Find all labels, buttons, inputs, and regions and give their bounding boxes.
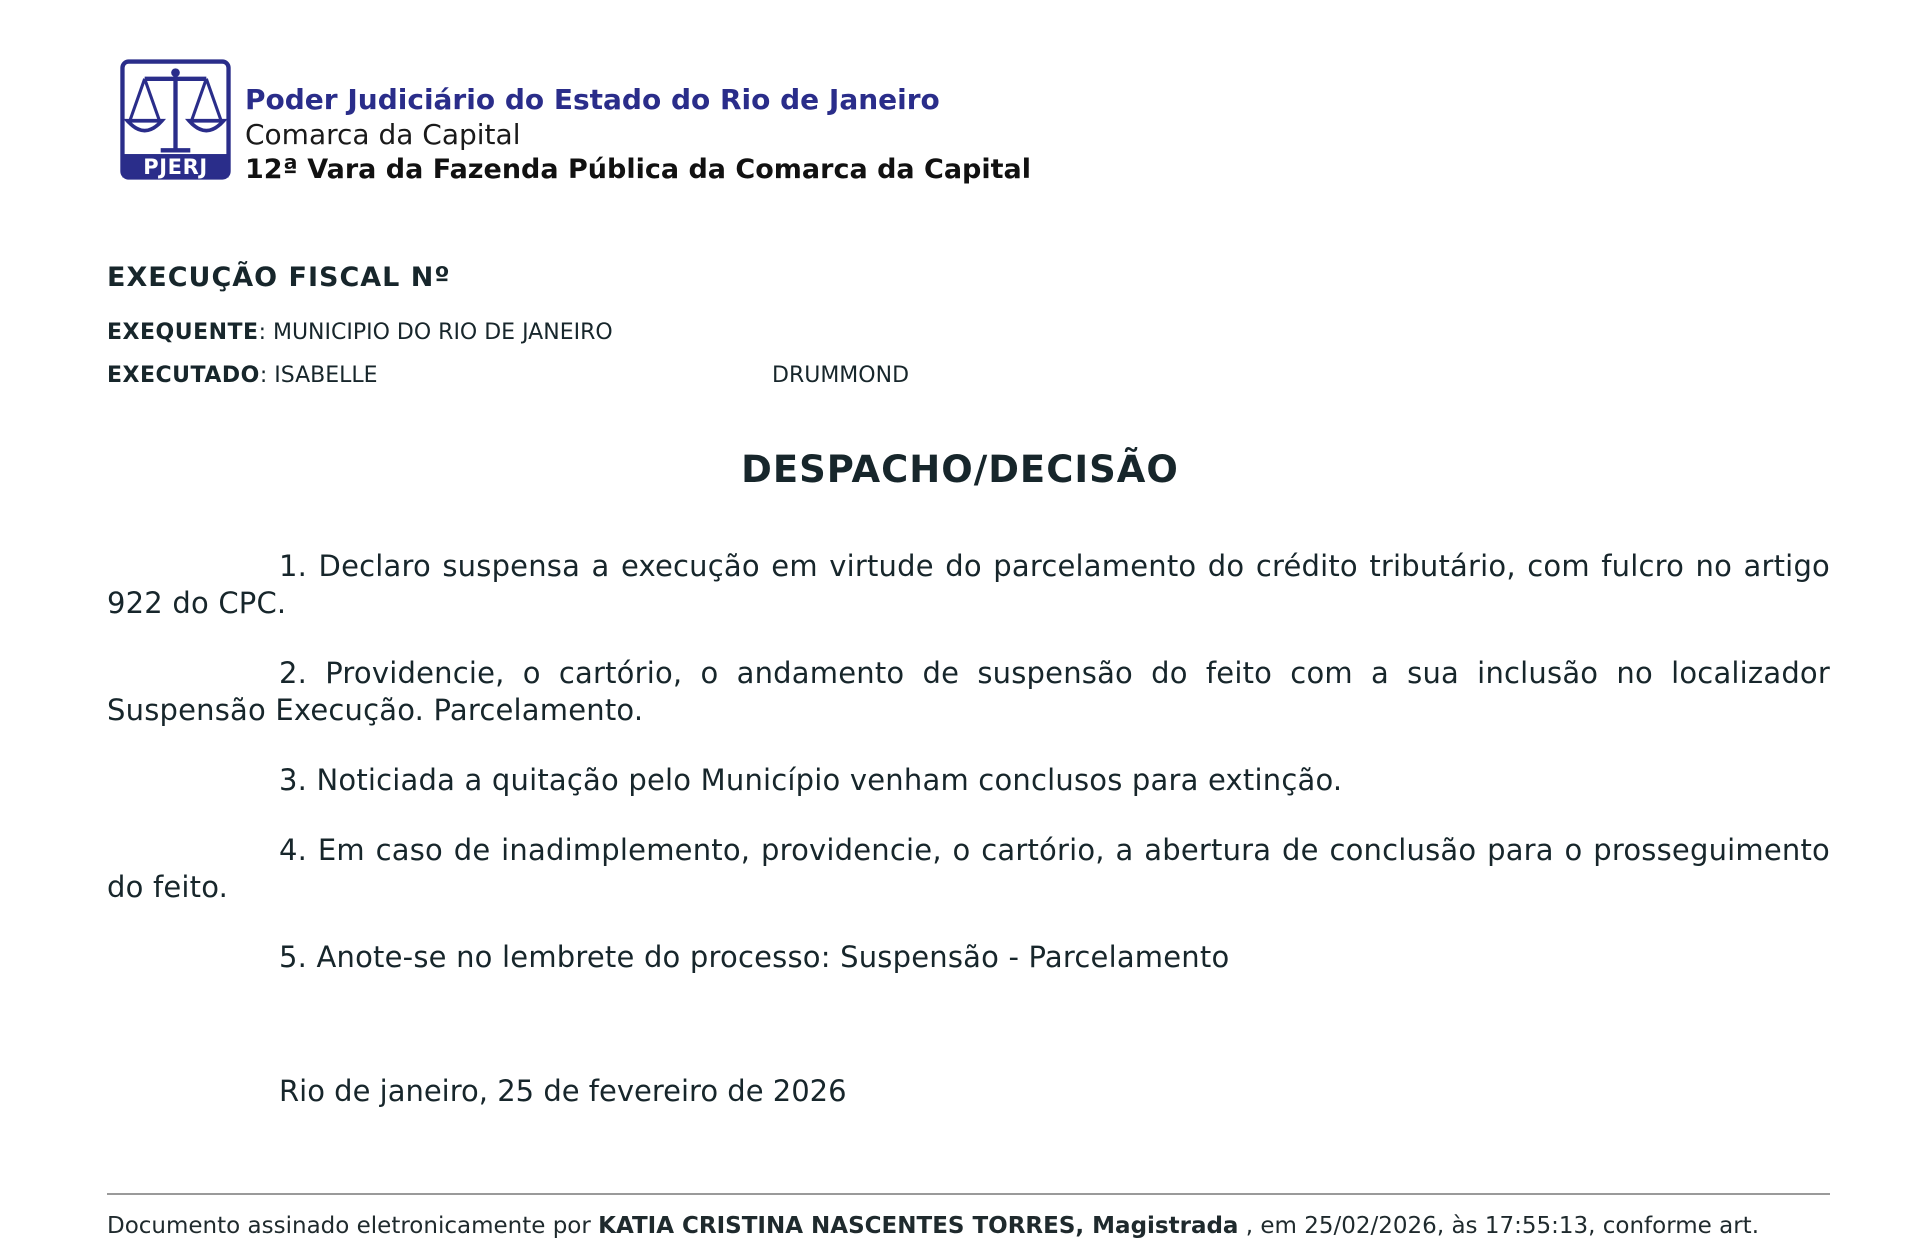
vara-name: 12ª Vara da Fazenda Pública da Comarca da Capital	[245, 154, 1032, 185]
footer-signer: KATIA CRISTINA NASCENTES TORRES, Magistrada	[598, 1213, 1239, 1239]
footer-prefix: Documento assinado eletronicamente por	[107, 1213, 599, 1239]
comarca-name: Comarca da Capital	[245, 118, 521, 151]
footer-suffix: , em 25/02/2026, às 17:55:13, conforme art.	[1238, 1213, 1760, 1239]
document-title: DESPACHO/DECISÃO	[741, 448, 1179, 491]
court-name: Poder Judiciário do Estado do Rio de Janeiro	[245, 83, 940, 116]
document-body	[107, 548, 1830, 1009]
pjerj-logo	[120, 59, 231, 180]
executado-line	[107, 363, 378, 388]
paragraph-1: 1. Declaro suspensa a execução em virtude do parcelamento do crédito tributário, com fulcro no artigo 922 do CPC.	[107, 549, 1830, 620]
executado-value: : ISABELLE	[259, 363, 378, 388]
paragraph-2: 2. Providencie, o cartório, o andamento de suspensão do feito com a sua inclusão no localizador Suspensão Execução. Parcelamento.	[107, 656, 1830, 727]
date-line: Rio de janeiro, 25 de fevereiro de 2026	[279, 1074, 847, 1108]
letterhead	[245, 82, 1245, 187]
exequente-label: EXEQUENTE	[107, 320, 259, 345]
exequente-value: : MUNICIPIO DO RIO DE JANEIRO	[258, 320, 613, 345]
signature-footer	[107, 1211, 1830, 1241]
exequente-line	[107, 320, 613, 345]
executado-label: EXECUTADO	[107, 363, 260, 388]
paragraph-4: 4. Em caso de inadimplemento, providencie, o cartório, a abertura de conclusão para o prosseguimento do feito.	[107, 833, 1830, 904]
footer-divider	[107, 1193, 1830, 1195]
executado-surname: DRUMMOND	[772, 363, 910, 388]
paragraph-3: 3. Noticiada a quitação pelo Município venham conclusos para extinção.	[279, 763, 1343, 797]
case-title: EXECUÇÃO FISCAL Nº	[107, 262, 451, 293]
paragraph-5: 5. Anote-se no lembrete do processo: Suspensão - Parcelamento	[279, 940, 1230, 974]
svg-text:PJERJ: PJERJ	[143, 154, 208, 179]
